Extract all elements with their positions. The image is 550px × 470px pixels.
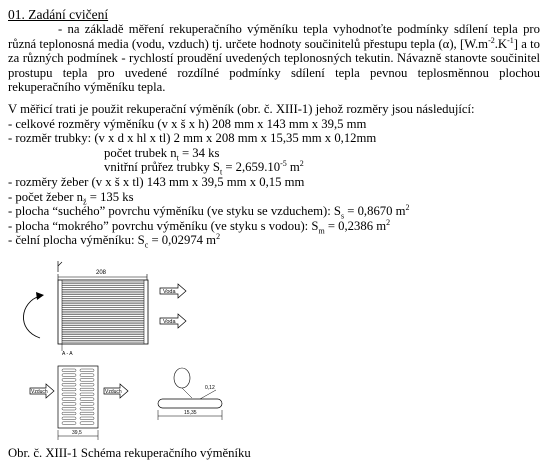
dimension-39-5: [58, 430, 98, 440]
list-line: [8, 160, 548, 175]
dimension-label: 208: [96, 270, 107, 276]
exchanger-body: [58, 280, 148, 344]
list-line: - rozměry žeber (v x š x tl) 143 mm x 39,5 mm x 0,15 mm: [8, 174, 305, 189]
list-line: [8, 146, 548, 161]
section-heading: 01. Zadání cvičení: [8, 7, 109, 22]
list-line: - rozměr trubky: (v x d x hl x tl) 2 mm x 208 mm x 15,35 mm x 0,12mm: [8, 131, 377, 146]
list-line: [8, 233, 548, 248]
tube-area-label: vnitřní průřez trubky S: [104, 160, 220, 175]
water-label: Voda: [163, 289, 176, 295]
intro-text-a: - na základě měření rekuperačního výměníku tepla vyhodnoťte podmínky sdílení tepla pro různá teplonosná media (vodu, vzduch) tj. určete hodnoty součinitelů přestupu tepla (α), [W.m: [8, 22, 540, 51]
section-marker: A - A: [62, 351, 73, 357]
fin-count-value: = 135 ks: [86, 189, 134, 204]
front-area-exp: 2: [216, 232, 221, 242]
list-line: [8, 190, 548, 205]
parameter-list: [8, 102, 548, 248]
tube-area-unit: m: [286, 160, 300, 175]
intro-paragraph: [8, 22, 540, 95]
dimension-label: 0,12: [205, 385, 215, 391]
dimension-label: 39,5: [72, 430, 82, 436]
wet-surface-label: - plocha “mokrého” povrchu výměníku (ve styku s vodou): S: [8, 218, 319, 233]
section-view: [58, 366, 98, 428]
heat-exchanger-schematic: [0, 258, 550, 446]
tube-detail: [158, 368, 222, 420]
dry-surface-label: - plocha “suchého” povrchu výměníku (ve styku se vzduchem): S: [8, 204, 341, 219]
figure-caption: Obr. č. XIII-1 Schéma rekuperačního výměníku: [8, 446, 251, 460]
front-area-value: = 0,02974 m: [148, 233, 217, 248]
list-line: V měřicí trati je použit rekuperační výměník (obr. č. XIII-1) jehož rozměry jsou následující:: [8, 102, 475, 116]
fin-count-sub: ž: [83, 197, 87, 207]
curved-arrow-icon: [23, 292, 44, 338]
intro-exp-1: -2: [488, 35, 495, 45]
front-area-label: - čelní plocha výměníku: S: [8, 233, 145, 248]
intro-text-b: ] a to za různých podmínek - rychlostí proudění uvedených teplonosných tekutin. Návazně stanovte součinitel prostupu tepla pro uvedené rozdílné podmínky sdílení tepla pevnou teplosměnnou plochou rekuperačního výměníku tepla.: [8, 36, 540, 95]
front-area-sub: c: [144, 240, 149, 250]
dimension-label: 15,35: [184, 410, 197, 416]
list-line: [8, 219, 548, 234]
dry-surface-value: = 0,8670 m: [344, 204, 406, 219]
dry-surface-sub: s: [340, 211, 345, 221]
tube-count-sub: t: [176, 153, 179, 163]
water-label: Voda: [163, 319, 176, 325]
intro-text-mid: .K: [494, 36, 508, 51]
dry-surface-exp: 2: [405, 202, 410, 212]
dimension-208: [58, 261, 147, 280]
tube-area-exp: -5: [280, 159, 287, 169]
tube-area-unit-exp: 2: [299, 159, 304, 169]
list-line: - celkové rozměry výměníku (v x š x h) 208 mm x 143 mm x 39,5 mm: [8, 116, 367, 131]
fin-count-label: - počet žeber n: [8, 189, 84, 204]
water-arrow-icon: [160, 314, 186, 328]
tube-count-label: počet trubek n: [104, 145, 177, 160]
tube-area-value: = 2,659.10: [222, 160, 281, 175]
intro-exp-2: -1: [507, 35, 514, 45]
air-arrow-icon: [104, 384, 128, 398]
list-line: [8, 204, 548, 219]
air-arrow-icon: [30, 384, 54, 398]
air-label: Vzduch: [31, 389, 48, 395]
water-arrow-icon: [160, 284, 186, 298]
wet-surface-exp: 2: [386, 217, 391, 227]
wet-surface-sub: m: [318, 226, 325, 236]
tube-area-sub: t: [219, 167, 223, 177]
air-label: Vzduch: [105, 389, 122, 395]
tube-count-value: = 34 ks: [178, 145, 220, 160]
wet-surface-value: = 0,2386 m: [324, 218, 387, 233]
